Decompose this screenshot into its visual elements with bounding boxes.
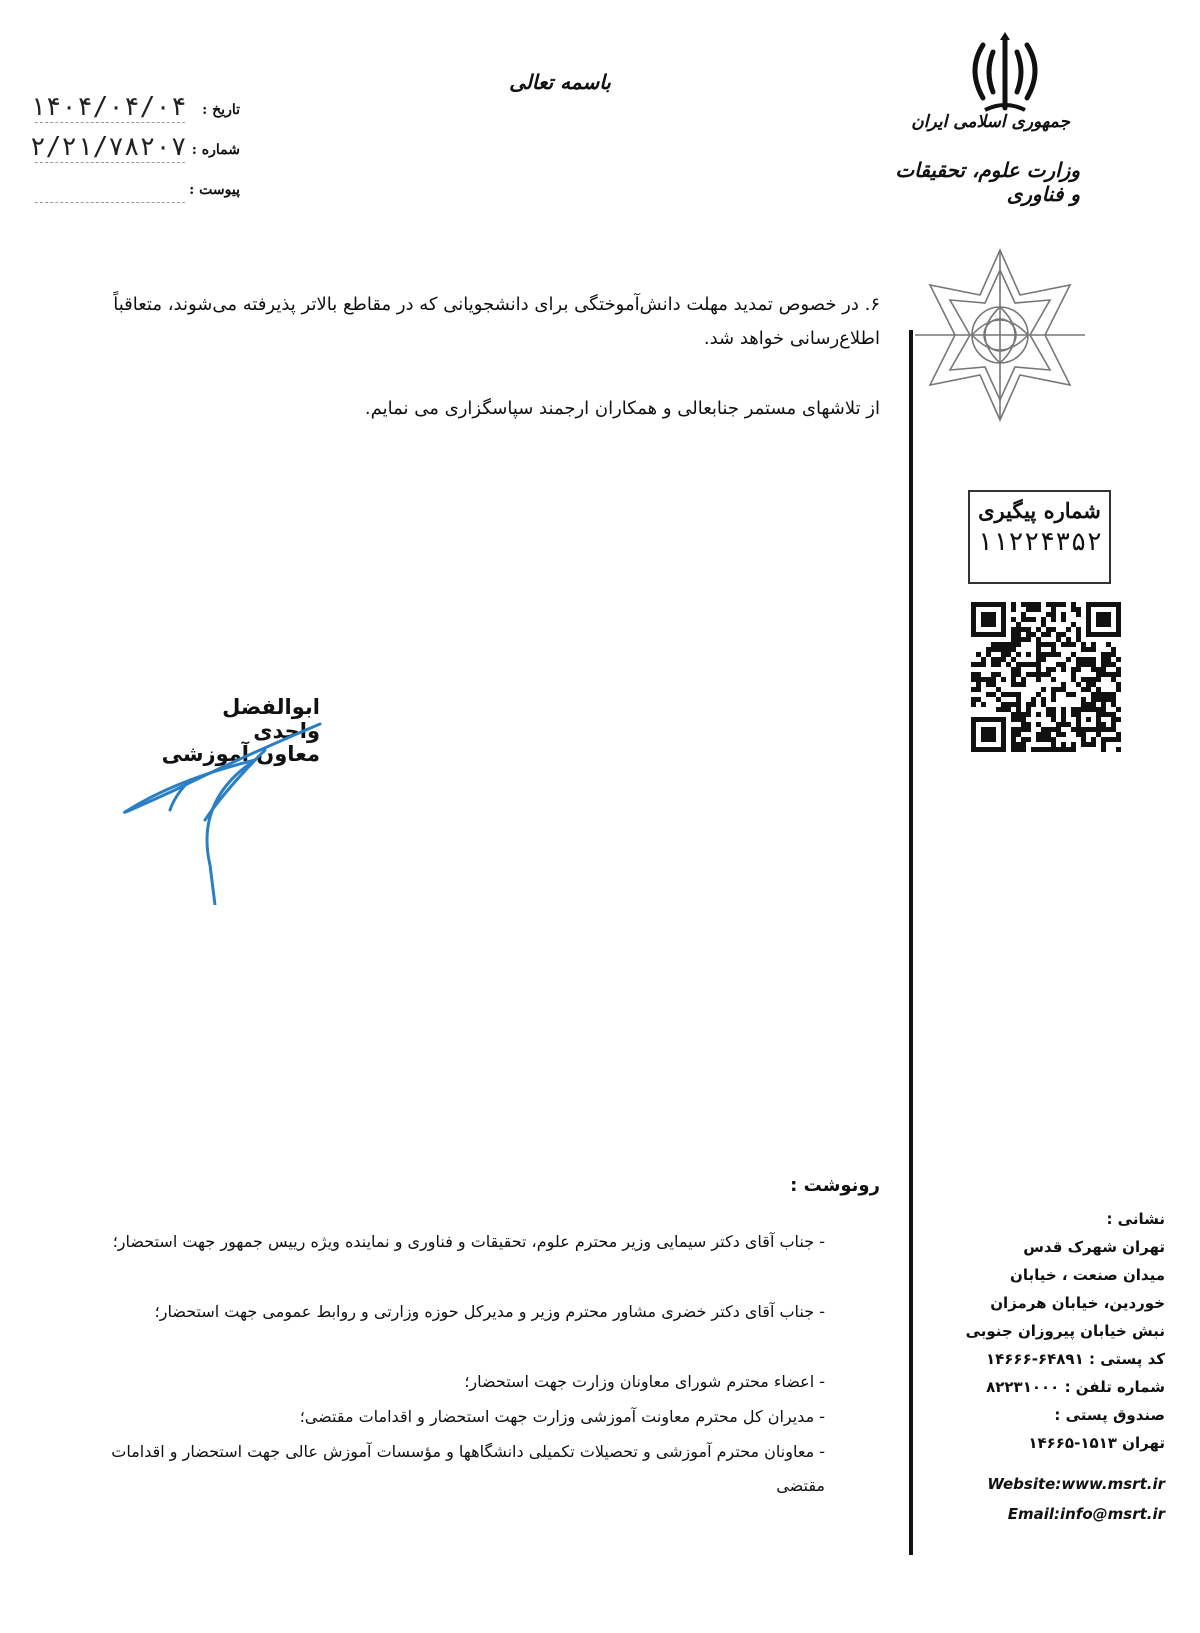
phone-number: شماره تلفن : ۸۲۲۳۱۰۰۰ [986,1378,1165,1396]
tracking-number: ۱۱۲۲۴۳۵۲ [976,527,1103,557]
copy-item: - معاونان محترم آموزشی و تحصیلات تکمیلی دانشگاهها و مؤسسات آموزش عالی جهت استحضار و اقدامات مقتضی [111,1442,825,1495]
closing-paragraph: از تلاشهای مستمر جنابعالی و همکاران ارجمند سپاسگزاری می نمایم. [364,398,880,419]
copies-title: رونوشت : [790,1175,880,1196]
address-label: نشانی : [1106,1210,1165,1228]
address-line: نبش خیابان پیروزان جنوبی [965,1322,1165,1340]
address-line: خوردین، خیابان هرمزان [990,1294,1165,1312]
date-row [30,92,240,128]
po-box-label: صندوق پستی : [1054,1406,1165,1424]
email-link[interactable]: Email:info@msrt.ir [1007,1505,1165,1523]
copy-item: - اعضاء محترم شورای معاونان وزارت جهت استحضار؛ [464,1372,825,1391]
attachment-label: پیوست : [189,182,240,198]
date-label: تاریخ : [202,102,240,118]
vertical-divider [909,330,913,1555]
number-underline [35,162,185,163]
qr-code-icon [971,602,1121,752]
country-name: جمهوری اسلامی ایران [911,112,1070,132]
tracking-label: شماره پیگیری [978,498,1101,523]
number-label: شماره : [191,142,240,158]
attachment-row [30,178,240,208]
date-underline [35,122,185,123]
attachment-underline [35,202,185,203]
number-row [30,132,240,168]
paragraph-6: ۶. در خصوص تمدید مهلت دانش‌آموختگی برای دانشجویانی که در مقاطع بالاتر پذیرفته می‌شوند، متعاقباً اطلاع‌رسانی خواهد شد. [113,294,880,349]
address-line: تهران شهرک قدس [1023,1238,1165,1256]
website-link[interactable]: Website:www.msrt.ir [987,1475,1165,1493]
handwritten-signature [115,720,345,905]
po-box: تهران ۱۵۱۳-۱۴۶۶۵ [1028,1434,1165,1452]
ministry-name: وزارت علوم، تحقیقات و فناوری [895,158,1080,206]
number-value: ۲/۲۱/۷۸۲۰۷ [30,132,187,162]
invocation: باسمه تعالی [509,70,611,94]
postal-code: کد پستی : ۶۴۸۹۱-۱۴۶۶۶ [985,1350,1165,1368]
address-line: میدان صنعت ، خیابان [1010,1266,1165,1284]
signer-title: معاون آموزشی [161,742,320,766]
date-value: ۱۴۰۴/۰۴/۰۴ [30,92,187,122]
arabesque-ornament-icon [910,245,1090,425]
copy-item: - جناب آقای دکتر خضری مشاور محترم وزیر و مدیرکل حوزه وزارتی و روابط عمومی جهت استحضار؛ [154,1302,825,1321]
iran-emblem-icon [955,30,1055,120]
tracking-box [968,490,1111,584]
signer-name: ابوالفضل واحدی [222,695,320,743]
copy-item: - مدیران کل محترم معاونت آموزشی وزارت جهت استحضار و اقدامات مقتضی؛ [299,1407,825,1426]
copy-item: - جناب آقای دکتر سیمایی وزیر محترم علوم، تحقیقات و فناوری و نماینده ویژه رییس جمهور جهت استحضار؛ [112,1232,825,1251]
